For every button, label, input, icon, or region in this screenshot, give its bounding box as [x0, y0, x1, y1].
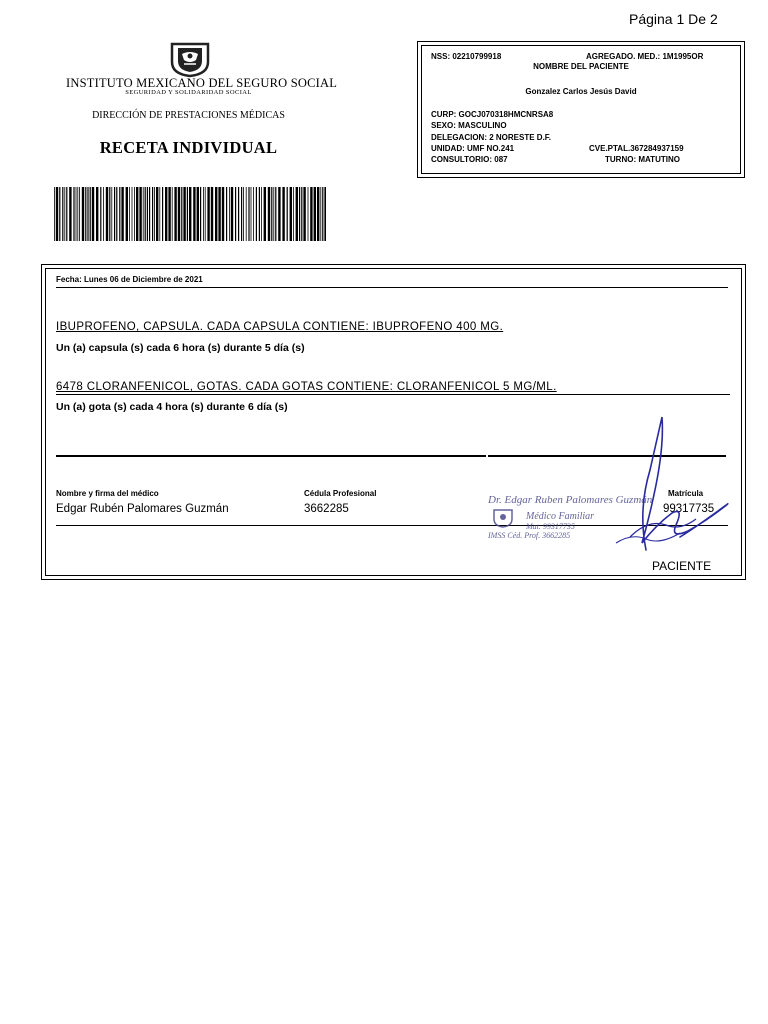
imss-eagle-logo-icon — [168, 38, 212, 78]
barcode-bar — [248, 187, 249, 241]
barcode-bar — [77, 187, 78, 241]
barcode-bar — [103, 187, 104, 241]
patient-agregado: AGREGADO. MED.: 1M1995OR — [586, 52, 704, 61]
barcode-bar — [310, 187, 312, 241]
barcode-bar — [139, 187, 141, 241]
doctor-label: Nombre y firma del médico — [56, 489, 159, 498]
barcode-bar — [264, 187, 266, 241]
barcode-bar — [82, 187, 84, 241]
barcode-bar — [273, 187, 274, 241]
patient-delegacion: DELEGACION: 2 NORESTE D.F. — [431, 133, 552, 142]
patient-curp: CURP: GOCJ070318HMCNRSA8 — [431, 110, 554, 119]
barcode-bar — [90, 187, 91, 241]
barcode-bar — [92, 187, 94, 241]
barcode-bar — [299, 187, 300, 241]
medication-title: IBUPROFENO, CAPSULA. CADA CAPSULA CONTIENE: IBUPROFENO 400 MG. — [56, 321, 504, 333]
barcode-bar — [136, 187, 138, 241]
barcode-bar — [143, 187, 144, 241]
barcode — [54, 187, 326, 241]
barcode-bar — [79, 187, 80, 241]
barcode-bar — [56, 187, 58, 241]
barcode-bar — [231, 187, 233, 241]
barcode-bar — [174, 187, 176, 241]
barcode-bar — [168, 187, 170, 241]
barcode-bar — [238, 187, 239, 241]
document-title: RECETA INDIVIDUAL — [99, 138, 278, 157]
stamp-cedula: IMSS Céd. Prof. 3662285 — [488, 531, 571, 540]
barcode-bar — [193, 187, 195, 241]
barcode-bar — [296, 187, 298, 241]
barcode-bar — [154, 187, 155, 241]
barcode-bar — [106, 187, 108, 241]
patient-name: Gonzalez Carlos Jesús David — [525, 87, 637, 96]
barcode-bar — [243, 187, 244, 241]
barcode-bar — [322, 187, 323, 241]
barcode-bar — [256, 187, 257, 241]
barcode-bar — [282, 187, 284, 241]
stamp-specialty: Médico Familiar — [526, 511, 595, 522]
stamp-doctor-name: Dr. Edgar Ruben Palomares Guzmán — [488, 494, 653, 506]
matricula-label: Matrícula — [668, 489, 704, 498]
barcode-bar — [187, 187, 188, 241]
barcode-bar — [109, 187, 110, 241]
cedula-label: Cédula Profesional — [304, 489, 377, 498]
barcode-bar — [251, 187, 252, 241]
barcode-bar — [320, 187, 321, 241]
patient-section-title: NOMBRE DEL PACIENTE — [533, 62, 629, 71]
institution-motto: SEGURIDAD Y SOLIDARIDAD SOCIAL — [125, 89, 252, 96]
imss-eagle-logo-icon — [492, 507, 514, 529]
barcode-bar — [100, 187, 101, 241]
barcode-bar — [253, 187, 254, 241]
barcode-bar — [119, 187, 120, 241]
barcode-bar — [181, 187, 182, 241]
barcode-bar — [96, 187, 98, 241]
barcode-bar — [226, 187, 227, 241]
prescription-date: Fecha: Lunes 06 de Diciembre de 2021 — [56, 275, 203, 284]
barcode-bar — [54, 187, 55, 241]
barcode-bar — [235, 187, 236, 241]
barcode-bar — [215, 187, 217, 241]
stamp-matricula: Mat. 99317735 — [526, 522, 575, 531]
barcode-bar — [145, 187, 146, 241]
barcode-bar — [222, 187, 224, 241]
barcode-bar — [218, 187, 220, 241]
barcode-bar — [111, 187, 112, 241]
divider — [56, 287, 728, 288]
barcode-bar — [259, 187, 260, 241]
barcode-bar — [134, 187, 135, 241]
barcode-bar — [132, 187, 133, 241]
barcode-bar — [205, 187, 206, 241]
matricula-value: 99317735 — [663, 503, 715, 515]
medication-title: 6478 CLORANFENICOL, GOTAS. CADA GOTAS CONTIENE: CLORANFENICOL 5 MG/ML. — [56, 381, 557, 393]
barcode-bar — [66, 187, 67, 241]
barcode-bar — [303, 187, 305, 241]
barcode-bar — [162, 187, 163, 241]
page-number: Página 1 De 2 — [629, 11, 718, 27]
barcode-bar — [278, 187, 280, 241]
barcode-bar — [229, 187, 230, 241]
direction-title: DIRECCIÓN DE PRESTACIONES MÉDICAS — [92, 110, 285, 121]
barcode-bar — [293, 187, 294, 241]
prescription-box — [41, 264, 746, 580]
barcode-bar — [129, 187, 130, 241]
barcode-bar — [200, 187, 201, 241]
barcode-bar — [172, 187, 173, 241]
barcode-bar — [73, 187, 74, 241]
barcode-bar — [308, 187, 309, 241]
barcode-bar — [207, 187, 209, 241]
cedula-value: 3662285 — [304, 503, 349, 515]
barcode-bar — [114, 187, 115, 241]
medication-dose: Un (a) capsula (s) cada 6 hora (s) durante 5 día (s) — [56, 342, 305, 354]
barcode-bar — [211, 187, 213, 241]
barcode-bar — [147, 187, 148, 241]
barcode-bar — [156, 187, 158, 241]
barcode-bar — [69, 187, 71, 241]
patient-cve-ptal: CVE.PTAL.367284937159 — [589, 144, 684, 153]
barcode-bar — [152, 187, 153, 241]
barcode-bar — [290, 187, 292, 241]
patient-turno: TURNO: MATUTINO — [605, 155, 680, 164]
copy-label: PACIENTE — [652, 559, 712, 573]
barcode-bar — [87, 187, 88, 241]
barcode-bar — [149, 187, 150, 241]
barcode-bar — [126, 187, 128, 241]
barcode-bar — [159, 187, 160, 241]
barcode-bar — [241, 187, 242, 241]
barcode-bar — [121, 187, 123, 241]
barcode-bar — [301, 187, 302, 241]
doctor-signature — [576, 415, 736, 555]
barcode-bar — [189, 187, 191, 241]
barcode-bar — [59, 187, 60, 241]
barcode-bar — [275, 187, 276, 241]
barcode-bar — [183, 187, 185, 241]
barcode-bar — [268, 187, 270, 241]
signature-line — [56, 455, 486, 457]
barcode-bar — [261, 187, 262, 241]
institution-name: INSTITUTO MEXICANO DEL SEGURO SOCIAL — [66, 76, 338, 90]
barcode-bar — [178, 187, 180, 241]
barcode-bar — [317, 187, 319, 241]
doctor-name: Edgar Rubén Palomares Guzmán — [56, 503, 229, 515]
barcode-bar — [246, 187, 247, 241]
patient-unidad: UNIDAD: UMF NO.241 — [431, 144, 515, 153]
patient-sexo: SEXO: MASCULINO — [431, 121, 507, 130]
barcode-bar — [271, 187, 272, 241]
patient-nss: NSS: 02210799918 — [431, 52, 502, 61]
barcode-bar — [197, 187, 199, 241]
barcode-bar — [85, 187, 86, 241]
barcode-bar — [203, 187, 204, 241]
barcode-bar — [76, 187, 77, 241]
barcode-bar — [165, 187, 167, 241]
barcode-bar — [64, 187, 65, 241]
patient-consultorio: CONSULTORIO: 087 — [431, 155, 508, 164]
barcode-bar — [116, 187, 117, 241]
barcode-bar — [314, 187, 316, 241]
barcode-bar — [287, 187, 288, 241]
divider — [56, 394, 730, 395]
patient-info-box — [417, 41, 745, 178]
medication-dose: Un (a) gota (s) cada 4 hora (s) durante 6 día (s) — [56, 401, 288, 413]
barcode-bar — [62, 187, 63, 241]
barcode-bar — [324, 187, 326, 241]
